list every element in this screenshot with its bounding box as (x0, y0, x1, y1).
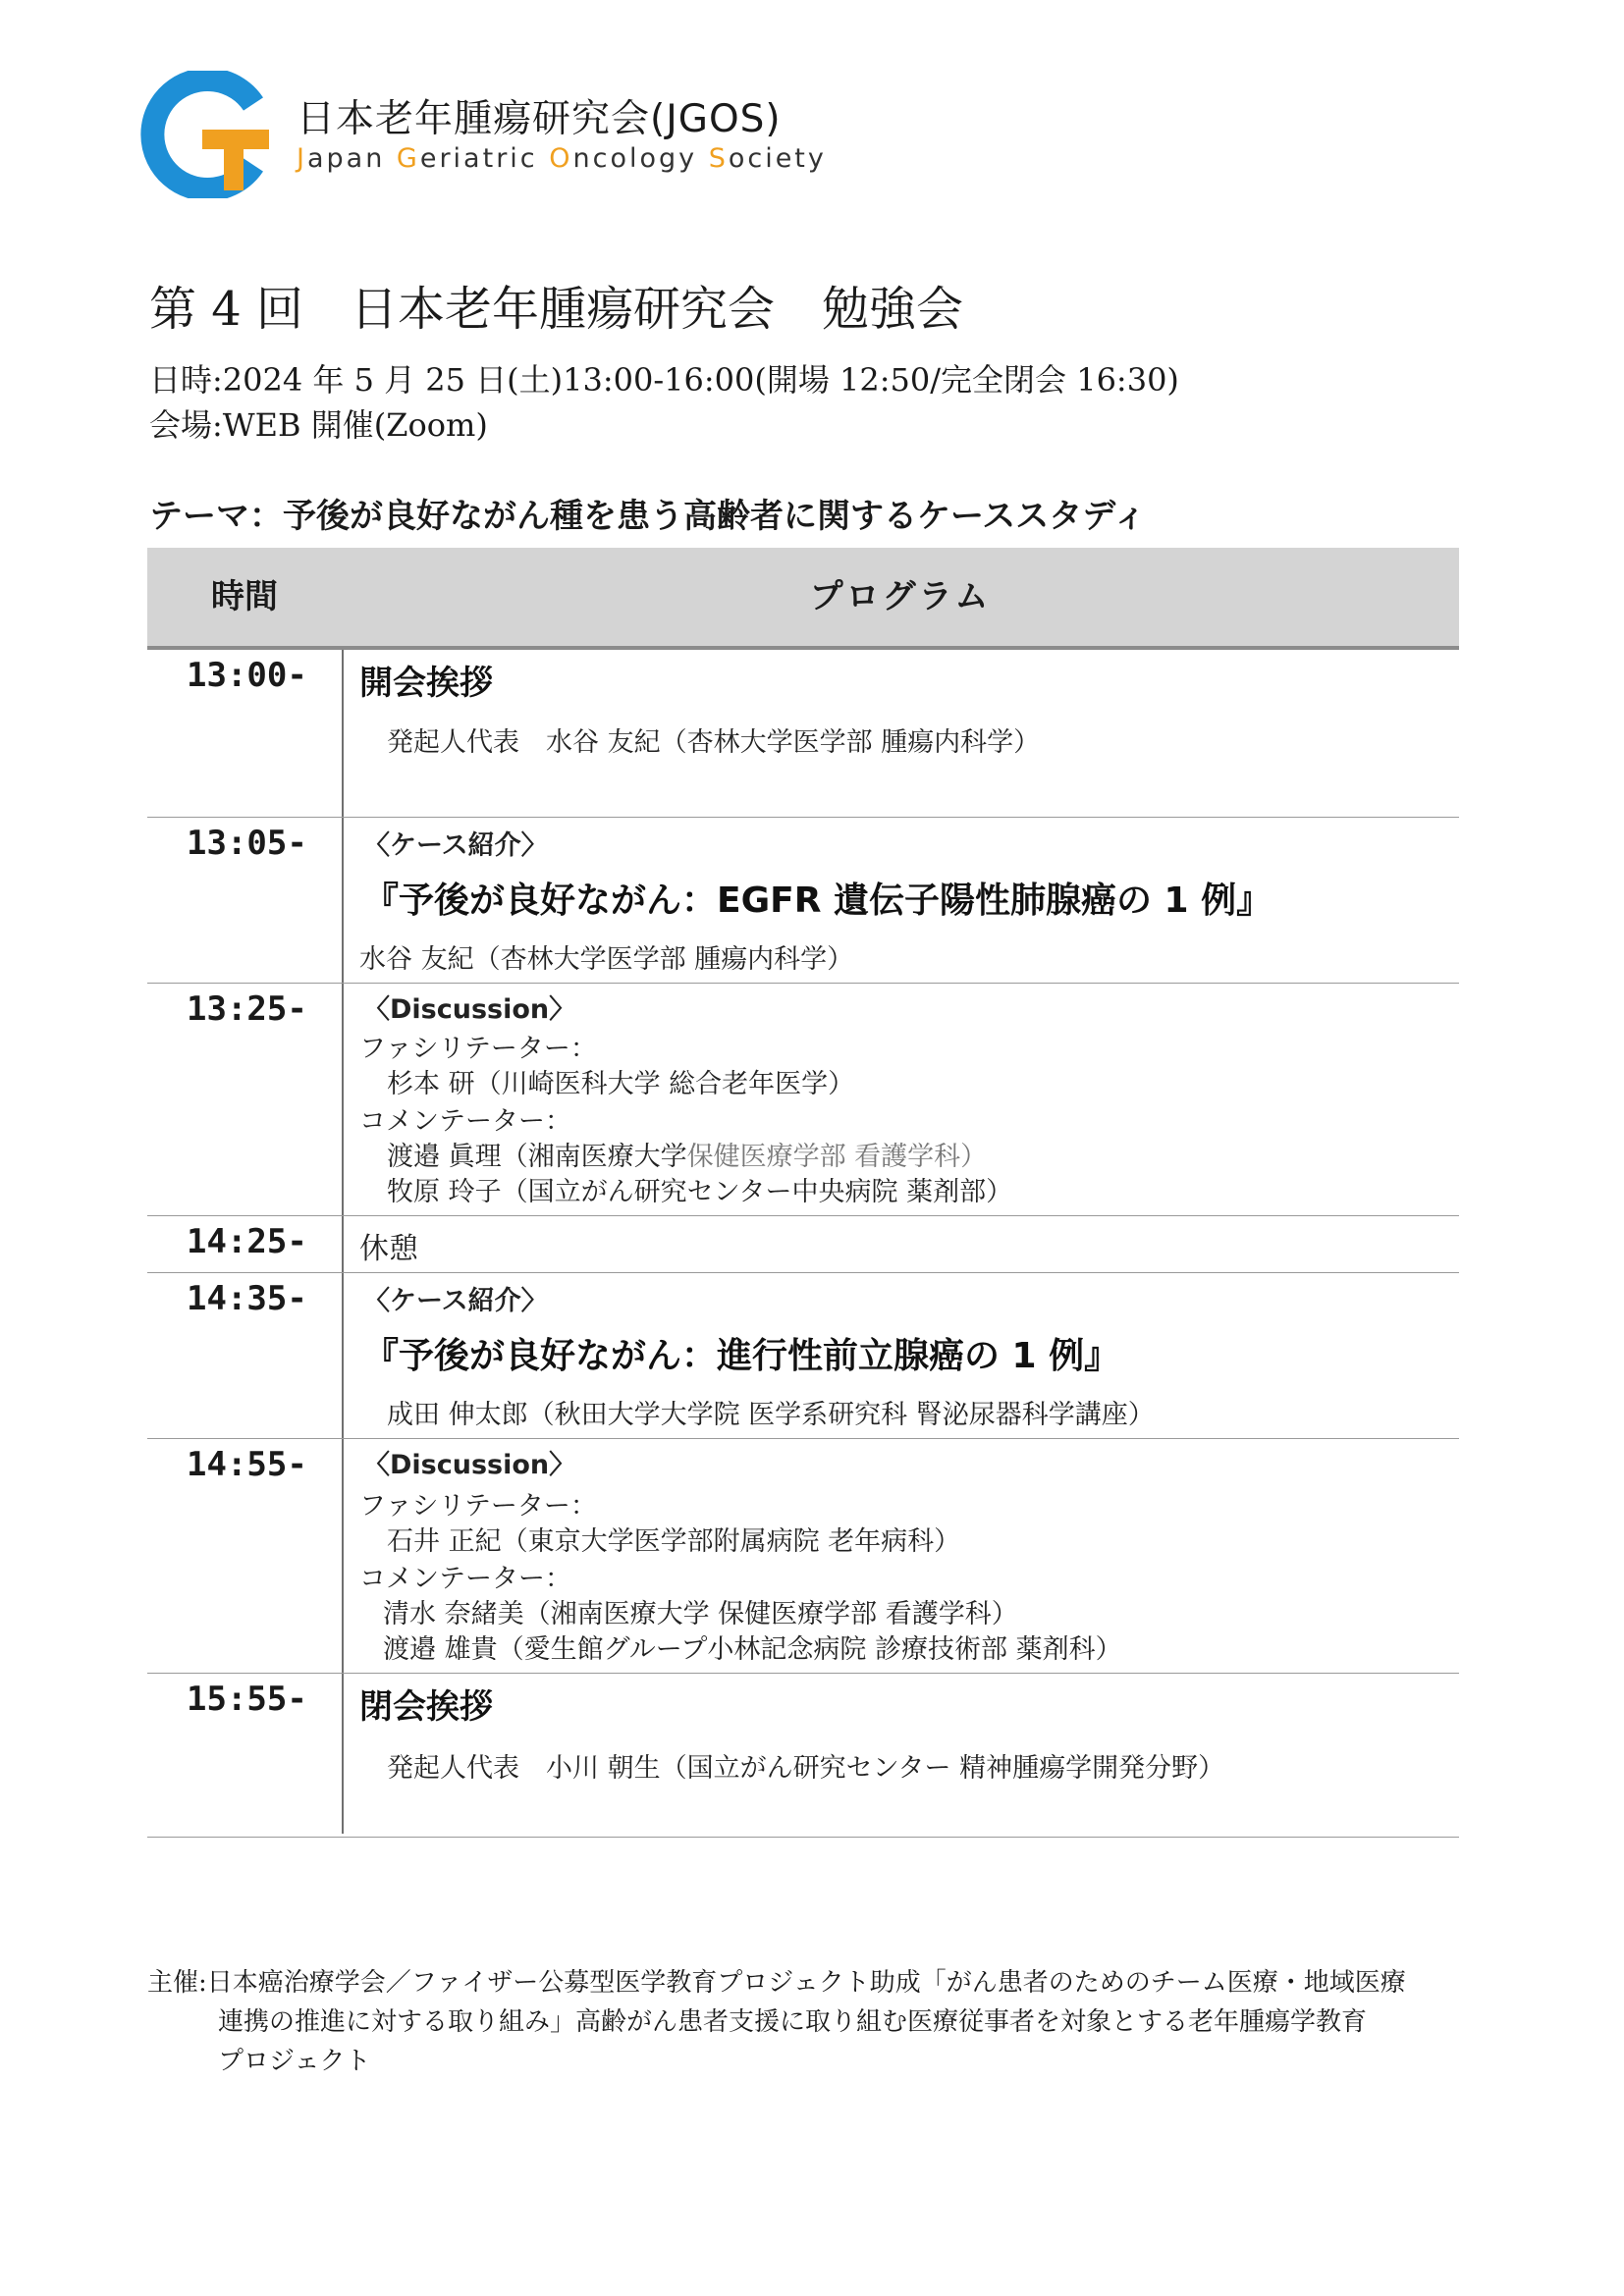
row-line: 発起人代表 水谷 友紀（杏林大学医学部 腫瘍内科学） (387, 727, 1041, 758)
row-tag: 〈Discussion〉 (363, 1450, 576, 1480)
row-line: 石井 正紀（東京大学医学部附属病院 老年病科） (387, 1526, 961, 1557)
case-title: 『予後が良好ながん：進行性前立腺癌の 1 例』 (363, 1336, 1120, 1376)
table-row (147, 1674, 1459, 1838)
org-name-en (297, 143, 827, 174)
header-program: プログラム (809, 577, 992, 616)
table-row (147, 1216, 1459, 1273)
sponsor-line: プロジェクト (218, 2047, 371, 2076)
row-heading: 閉会挨拶 (359, 1687, 493, 1727)
page-title: 第 4 回 日本老年腫瘍研究会 勉強会 (149, 282, 964, 337)
row-tag: 〈Discussion〉 (363, 994, 576, 1025)
row-line: 清水 奈緒美（湘南医療大学 保健医療学部 看護学科） (383, 1599, 1018, 1629)
row-heading: 開会挨拶 (359, 664, 493, 703)
row-time: 14:35- (187, 1279, 307, 1318)
row-line: ファシリテーター： (359, 1034, 597, 1064)
row-line: コメンテーター： (359, 1106, 571, 1137)
org-name-en-part: G (396, 143, 420, 174)
org-name-en-part: O (549, 143, 573, 174)
row-time: 13:00- (187, 656, 307, 695)
row-line: 発起人代表 小川 朝生（国立がん研究センター 精神腫瘍学開発分野） (387, 1753, 1225, 1784)
row-time: 15:55- (187, 1680, 307, 1719)
row-time: 14:55- (187, 1445, 307, 1484)
jgos-logo-icon (137, 71, 275, 198)
sponsor-line: 主催:日本癌治療学会／ファイザー公募型医学教育プロジェクト助成「がん患者のためのチーム医療・地域医療 (147, 1968, 1406, 1998)
event-venue: 会場:WEB 開催(Zoom) (149, 406, 488, 444)
row-line: ファシリテーター： (359, 1491, 597, 1522)
row-tag: 〈ケース紹介〉 (363, 830, 548, 861)
row-line: 水谷 友紀（杏林大学医学部 腫瘍内科学） (359, 944, 854, 975)
org-name-en-part: eriatric (419, 143, 550, 174)
row-time: 14:25- (187, 1222, 307, 1261)
program-table (147, 548, 1459, 1838)
event-theme: テーマ：予後が良好ながん種を患う高齢者に関するケーススタディ (149, 497, 1147, 536)
table-header (147, 548, 1459, 650)
org-logo (137, 71, 1021, 198)
row-line: 杉本 研（川崎医科大学 総合老年医学） (387, 1069, 855, 1099)
case-title: 『予後が良好ながん：EGFR 遺伝子陽性肺腺癌の 1 例』 (363, 881, 1272, 921)
org-name-en-part: ociety (728, 143, 827, 174)
org-name-en-part: J (297, 143, 307, 174)
org-name-en-part: S (708, 143, 729, 174)
org-name-ja: 日本老年腫瘍研究会(JGOS) (297, 97, 782, 141)
row-time: 13:25- (187, 989, 307, 1029)
header-time: 時間 (211, 577, 278, 616)
sponsor-note (147, 1963, 1406, 2081)
row-line: コメンテーター： (359, 1564, 571, 1594)
table-row (147, 650, 1459, 818)
table-row (147, 1439, 1459, 1674)
org-name-en-part: ncology (572, 143, 709, 174)
row-tag: 〈ケース紹介〉 (363, 1286, 548, 1316)
table-row (147, 1273, 1459, 1439)
row-line: 休憩 (359, 1232, 418, 1266)
row-line-part: 渡邉 眞理（湘南医療大学 (387, 1142, 687, 1172)
row-line: 牧原 玲子（国立がん研究センター中央病院 薬剤部） (387, 1177, 1013, 1207)
row-line: 成田 伸太郎（秋田大学大学院 医学系研究科 腎泌尿器科学講座） (387, 1400, 1155, 1430)
row-line (387, 1135, 987, 1173)
table-row (147, 984, 1459, 1216)
sponsor-line: 連携の推進に対する取り組み」高齢がん患者支援に取り組む医療従事者を対象とする老年腫瘍学教育 (218, 2007, 1368, 2037)
org-name-en-part: apan (306, 143, 397, 174)
row-line: 渡邉 雄貴（愛生館グループ小林記念病院 診療技術部 薬剤科） (383, 1634, 1122, 1665)
table-row (147, 818, 1459, 984)
row-time: 13:05- (187, 824, 307, 863)
event-datetime: 日時:2024 年 5 月 25 日(土)13:00-16:00(開場 12:50/完全閉会 16:30) (149, 361, 1179, 399)
row-line-part: 保健医療学部 看護学科） (686, 1142, 988, 1172)
